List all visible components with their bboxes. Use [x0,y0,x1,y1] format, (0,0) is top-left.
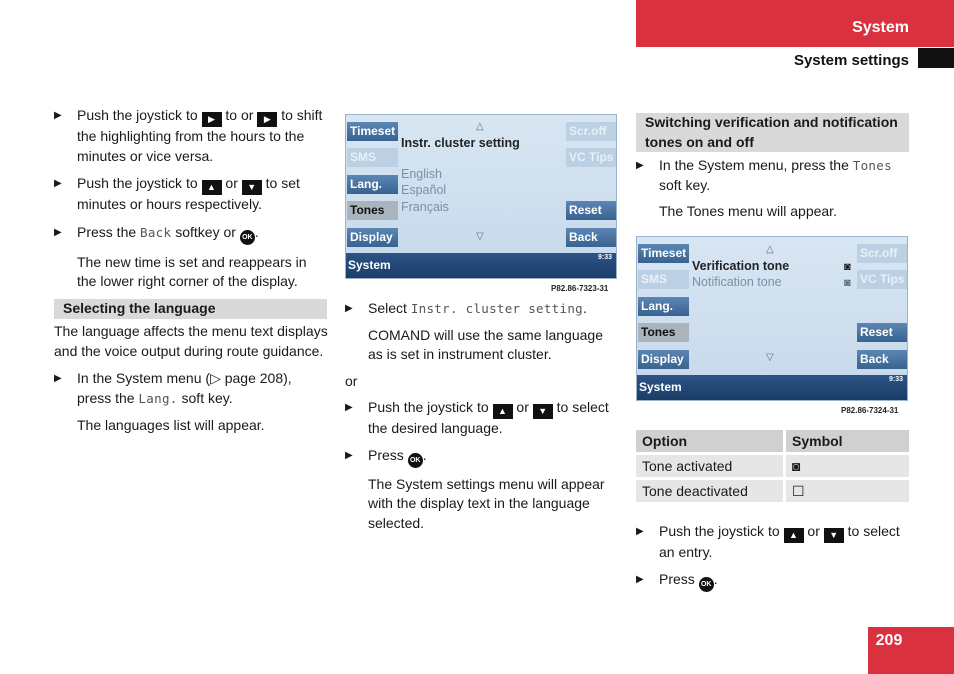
step-text: to or [225,107,254,123]
step-text: Push the joystick to [77,175,198,191]
screen-button-vctips: VC Tips [857,270,908,289]
bullet-arrow-icon: ▶ [54,373,62,384]
screen-button-display: Display [638,350,689,369]
table-row [636,455,909,477]
ok-button-icon: OK [408,453,423,468]
down-key-icon: ▼ [242,180,262,195]
softkey-name: Tones [852,158,892,173]
step-text: to select the desired language. [368,399,609,436]
step-select-language [345,398,620,439]
language-screen [345,114,617,279]
page-number: 209 [875,632,903,649]
column-1 [54,106,327,292]
checkbox-checked-icon: ◙ [844,261,851,273]
heading-selecting-language: Selecting the language [54,299,327,319]
table-cell-option: Tone deactivated [636,480,786,502]
tone-option: Verification tone [692,259,790,273]
screen-status-bar [637,375,907,400]
softkey-name: Back [140,224,172,240]
checkbox-checked-icon: ◙ [844,277,851,289]
language-intro: The language affects the menu text displays and the voice output during route guidance. [54,323,328,359]
step-text: Push the joystick to [659,523,780,539]
screen-button-lang: Lang. [638,297,689,316]
softkey-name: Lang. [138,390,178,406]
language-option: English [401,167,442,181]
step-text: Press [368,446,404,463]
scroll-down-icon: ▽ [766,352,774,363]
step-text: to shift the highlighting from the hours to the minutes or vice versa. [77,107,323,164]
screen-button-tones: Tones [638,323,689,342]
step-text: to set minutes or hours respectively. [77,175,300,212]
table-row [636,480,909,502]
step-press-ok: ▶ Press OK . [636,570,911,592]
step-text: In the System menu ( [77,370,211,386]
bullet-arrow-icon: ▶ [345,449,353,461]
scroll-up-icon: △ [476,121,484,132]
page-reference: ▷ page 208 [210,370,284,386]
screen-button-scroff: Scr.off [857,244,908,263]
column-3 [636,156,911,222]
step-text: Press the [77,223,137,240]
screen-button-scroff: Scr.off [566,122,617,141]
bullet-arrow-icon: ▶ [54,110,62,121]
instr-cluster-note: COMAND will use the same language as is set in instrument cluster. [368,326,603,362]
step-joystick-updown [54,174,327,215]
step-select-entry [636,522,911,563]
time-set-note: The new time is set and reappears in the lower right corner of the display. [77,253,307,289]
table-header: Option [636,430,786,452]
up-key-icon: ▲ [784,528,804,543]
scroll-up-icon: △ [766,244,774,255]
or-separator: or [345,372,358,389]
screen-caption: P82.86-7323-31 [551,284,609,293]
step-select-instr: ▶ Select Instr. cluster setting. [345,299,620,319]
subsection-title: System settings [793,52,909,69]
step-joystick-right [54,106,327,166]
column-1-lower [54,322,329,436]
screen-button-timeset: Timeset [347,122,398,141]
status-clock: 9:33 [597,254,612,261]
section-title: System [852,19,909,36]
step-press-ok: ▶ Press OK . [345,446,620,468]
bullet-arrow-icon: ▶ [345,303,353,314]
screen-button-back: Back [857,350,908,369]
down-key-icon: ▼ [824,528,844,543]
column-2 [345,299,620,533]
bullet-arrow-icon: ▶ [636,160,644,171]
step-text: ), press the [77,370,292,406]
tones-screen [636,236,908,401]
step-text: to select an entry. [659,523,900,560]
status-bar-label: System [639,380,682,394]
screen-button-sms: SMS [638,270,689,289]
step-text: soft key. [659,176,711,193]
header-marker [918,48,954,68]
screen-title: Instr. cluster setting [401,136,520,150]
step-text: Push the joystick to [77,107,198,123]
screen-button-reset: Reset [857,323,908,342]
screen-caption: P82.86-7324-31 [841,406,899,415]
screen-status-bar [346,253,616,278]
tone-option: Notification tone [692,275,782,289]
checkbox-checked-icon: ◙ [786,455,909,477]
step-press-tones [636,156,911,195]
screen-button-tones: Tones [347,201,398,220]
right-key-icon: ▶ [202,112,222,127]
screen-button-timeset: Timeset [638,244,689,263]
step-text: In the System menu, press the [659,157,849,173]
step-text: Push the joystick to [368,399,489,415]
column-3-lower [636,522,911,592]
screen-button-sms: SMS [347,148,398,167]
bullet-arrow-icon: ▶ [54,178,62,189]
screen-button-back: Back [566,228,617,247]
down-key-icon: ▼ [533,404,553,419]
step-text: Press [659,570,695,587]
status-clock: 9:33 [888,376,903,383]
ok-button-icon: OK [699,577,714,592]
table-cell-option: Tone activated [636,455,786,477]
system-settings-note: The System settings menu will appear with the display text in the language selected. [368,475,605,531]
table-header: Symbol [786,430,909,452]
scroll-down-icon: ▽ [476,231,484,242]
tone-symbol-table [636,427,909,505]
bullet-arrow-icon: ▶ [636,573,644,585]
up-key-icon: ▲ [202,180,222,195]
language-option: Français [401,200,449,214]
bullet-arrow-icon: ▶ [345,402,353,413]
languages-list-note: The languages list will appear. [77,417,265,433]
step-text: or [225,175,238,191]
heading-tones: Switching verification and notification tones on and off [636,113,909,152]
screen-button-vctips: VC Tips [566,148,617,167]
table-header-row [636,430,909,452]
step-text: soft key. [181,389,233,406]
step-press-back: ▶ Press the Back softkey or OK . [54,223,327,245]
menu-item-name: Instr. cluster setting [410,301,583,316]
screen-button-lang: Lang. [347,175,398,194]
step-text: or [516,399,529,415]
bullet-arrow-icon: ▶ [636,526,644,537]
screen-button-reset: Reset [566,201,617,220]
ok-button-icon: OK [240,230,255,245]
language-option: Español [401,183,447,197]
up-key-icon: ▲ [493,404,513,419]
screen-button-display: Display [347,228,398,247]
tones-menu-note: The Tones menu will appear. [659,203,837,219]
bullet-arrow-icon: ▶ [54,226,62,238]
step-text: softkey or [175,223,236,240]
step-text: or [807,523,820,539]
step-text: Select [368,300,407,316]
status-bar-label: System [348,258,391,272]
step-press-lang [54,369,329,408]
right-key-icon: ▶ [257,112,277,127]
checkbox-empty-icon: ☐ [786,480,909,502]
